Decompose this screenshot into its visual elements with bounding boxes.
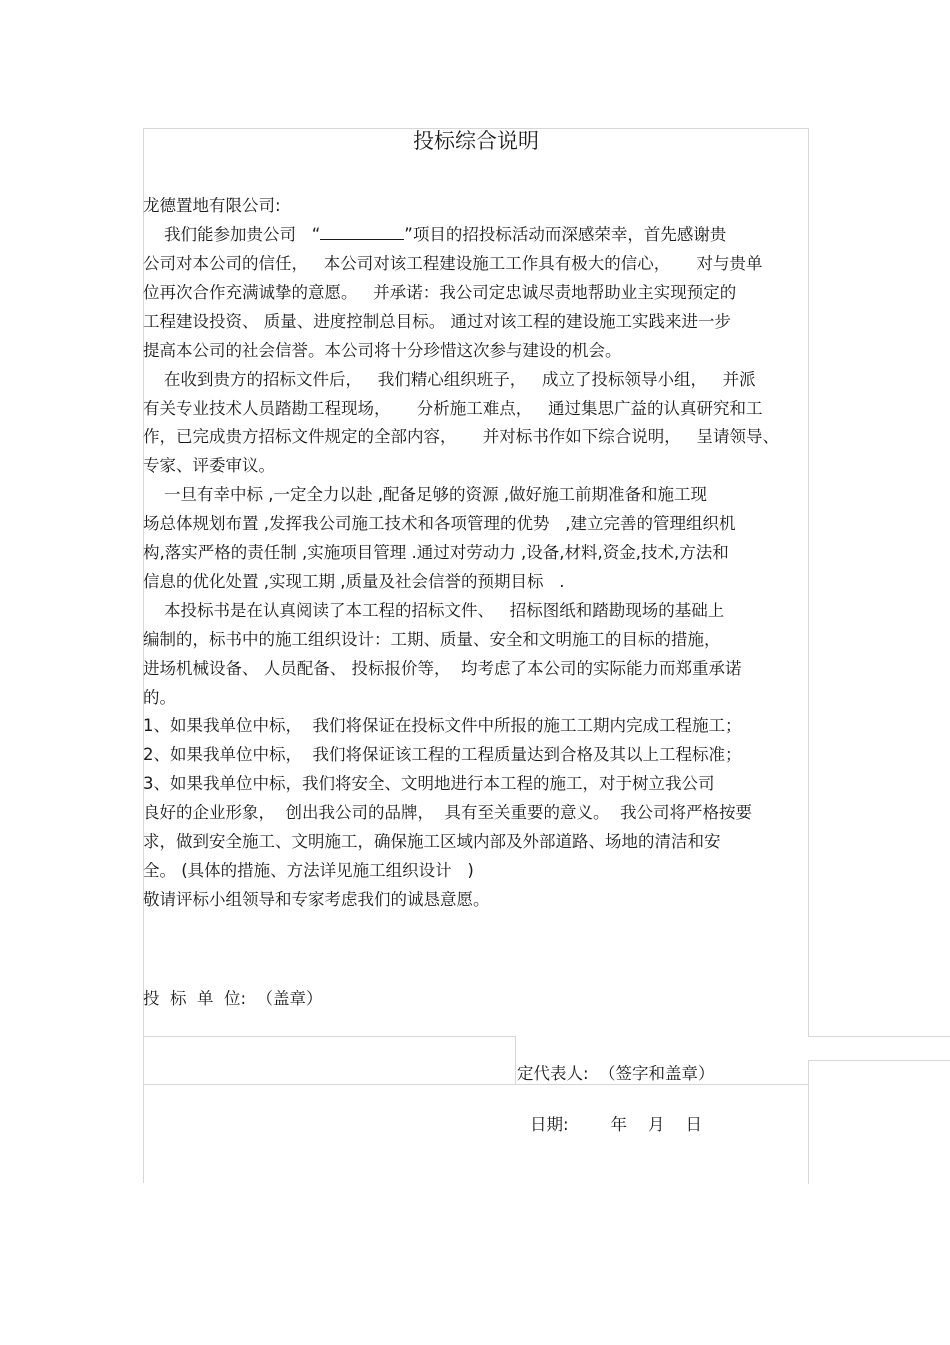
body-line: 工程建设投资、 质量、进度控制总目标。 通过对该工程的建设施工实践来进一步 [143,311,731,331]
body-line: 公司对本公司的信任， 本公司对该工程建设施工工作具有极大的信心， 对与贵单 [143,254,763,273]
intro-line [143,224,726,246]
body-line: 作，已完成贵方招标文件规定的全部内容， 并对标书作如下综合说明， 呈请领导、 [143,427,779,447]
intro-after-blank: ”项目的招投标活动而深感荣幸，首先感谢贵 [404,225,727,244]
body-line: 专家、评委审议。 [143,456,275,476]
body-line: 提高本公司的社会信誉。本公司将十分珍惜这次参与建设的机会。 [143,340,622,360]
body-line: 2、如果我单位中标， 我们将保证该工程的工程质量达到合格及其以上工程标准； [143,745,742,765]
frame-right-line-upper [808,128,809,1036]
date-label: 日期: 年 月 日 [530,1115,702,1134]
frame-divider-bottom-left [143,1084,515,1085]
frame-right-line-lower [808,1060,809,1184]
body-line: 场总体规划布置 ,发挥我公司施工技术和各项管理的优势 ,建立完善的管理组织机 [143,514,736,534]
body-line: 良好的企业形象， 创出我公司的品牌， 具有至关重要的意义。 我公司将严格按要 [143,803,752,823]
body-line: 进场机械设备、 人员配备、 投标报价等， 均考虑了本公司的实际能力而郑重承诺 [143,658,742,678]
body-line: 3、如果我单位中标，我们将安全、文明地进行本工程的施工，对于树立我公司 [143,774,715,794]
body-line: 1、如果我单位中标， 我们将保证在投标文件中所报的施工工期内完成工程施工； [143,716,742,736]
body-line: 构,落实严格的责任制 ,实施项目管理 .通过对劳动力 ,设备,材料,资金,技术,方法和 [143,543,729,562]
body-line: 本投标书是在认真阅读了本工程的招标文件、 招标图纸和踏勘现场的基础上 [143,600,725,620]
body-line: 信息的优化处置 ,实现工期 ,质量及社会信誉的预期目标 . [143,571,565,591]
frame-mid-vertical [515,1036,516,1084]
intro-before-blank: 我们能参加贵公司 “ [163,225,321,244]
frame-divider-left [143,1036,515,1037]
body-line: 全。 (具体的措施、方法详见施工组织设计 ) [143,860,474,880]
addressee: 龙德置地有限公司: [143,196,281,215]
body-line: 求，做到安全施工、文明施工，确保施工区域内部及外部道路、场地的清洁和安 [143,832,721,851]
bidder-label: 投 标 单 位: （盖章） [143,989,323,1008]
body-line: 的。 [143,687,176,707]
body-line: 有关专业技术人员踏勘工程现场， 分析施工难点， 通过集思广益的认真研究和工 [143,398,763,418]
frame-divider-right [808,1036,950,1037]
body-line: 编制的，标书中的施工组织设计：工期、质量、安全和文明施工的目标的措施， [143,629,721,649]
representative-label: 定代表人: （签字和盖章） [517,1064,715,1083]
frame-divider-right-2 [808,1060,950,1061]
body-line: 位再次合作充满诚挚的意愿。 并承诺：我公司定忠诚尽责地帮助业主实现预定的 [143,282,737,302]
body-line: 在收到贵方的招标文件后， 我们精心组织班子， 成立了投标领导小组， 并派 [143,369,756,389]
document-title: 投标综合说明 [413,129,539,153]
body-line: 一旦有幸中标 ,一定全力以赴 ,配备足够的资源 ,做好施工前期准备和施工现 [143,485,707,505]
body-line: 敬请评标小组领导和专家考虑我们的诚恳意愿。 [143,889,490,909]
project-name-blank [320,225,404,240]
